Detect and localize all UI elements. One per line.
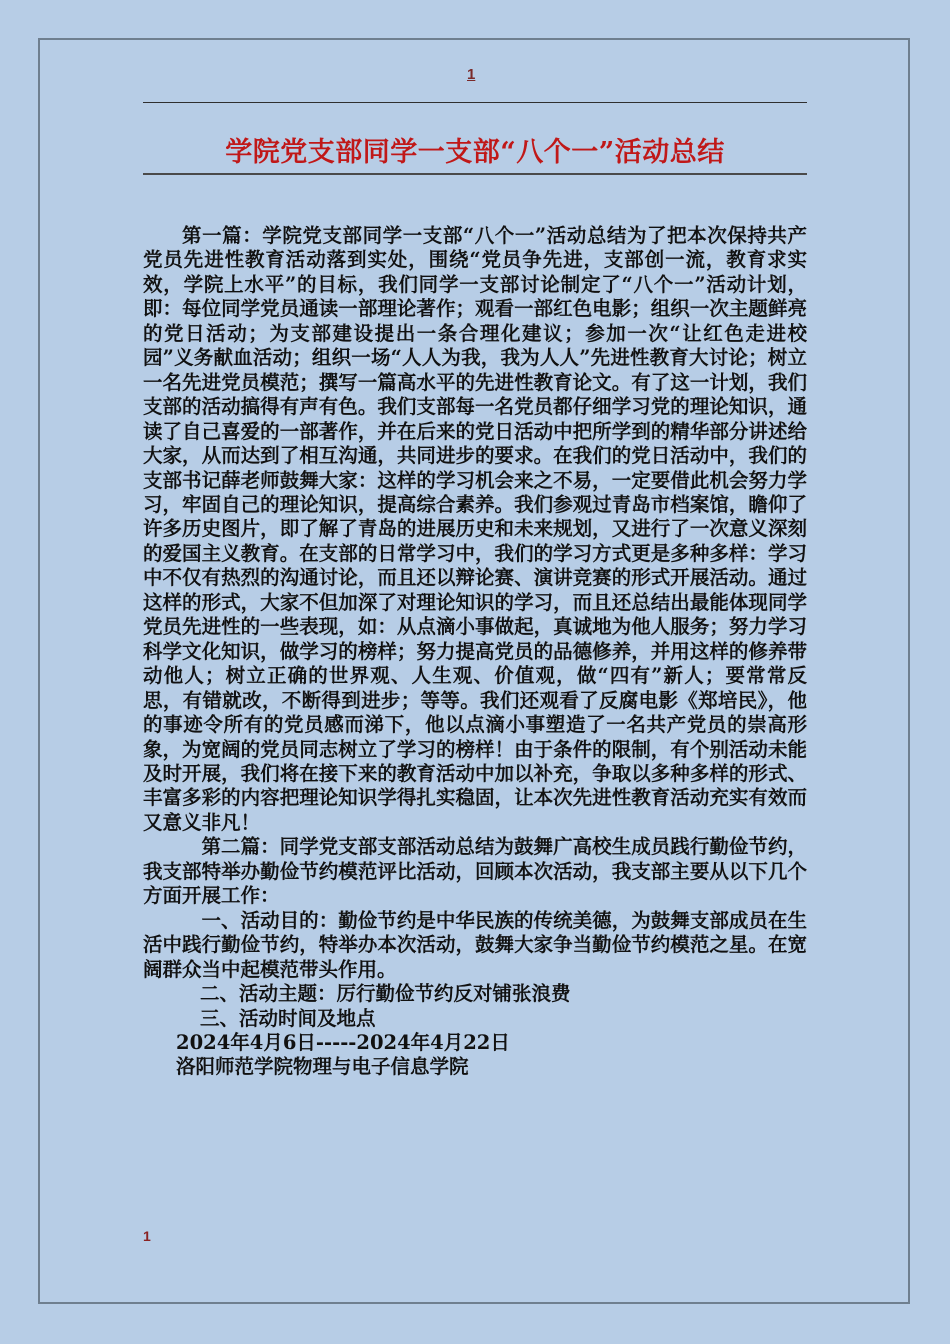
line-activity-location: 洛阳师范学院物理与电子信息学院 <box>176 1055 469 1079</box>
line-activity-theme: 二、活动主题：厉行勤俭节约反对铺张浪费 <box>200 982 571 1006</box>
paragraph-activity-purpose: 一、活动目的：勤俭节约是中华民族的传统美德，为鼓舞支部成员在生活中践行勤俭节约，特举办本次活动，鼓舞大家争当勤俭节约模范之星。在宽阔群众当中起模范带头作用。 <box>143 908 807 981</box>
paragraph-part-one: 第一篇：学院党支部同学一支部“八个一”活动总结为了把本次保持共产党员先进性教育活动落到实处，围绕“党员争先进，支部创一流，教育求实效，学院上水平”的目标，我们同学一支部讨论制定了“八个一”活动计划，即：每位同学党员通读一部理论著作；观看一部红色电影；组织一次主题鲜亮的党日活动；为支部建设提出一条合理化建议；参加一次“让红色走进校园”义务献血活动；组织一场“人人为我，我为人人”先进性教育大讨论；树立一名先进党员模范；撰写一篇高水平的先进性教育论文。有了这一计划，我们支部的活动搞得有声有色。我们支部每一名党员都仔细学习党的理论知识，通读了自己喜爱的一部著作，并在后来的党日活动中把所学到的精华部分讲述给大家，从而达到了相互沟通，共同进步的要求。在我们的党日活动中，我们的支部书记薛老师鼓舞大家：这样的学习机会来之不易，一定要借此机会努力学习，牢固自己的理论知识，提高综合素养。我们参观过青岛市档案馆，瞻仰了许多历史图片，即了解了青岛的进展历史和未来规划，又进行了一次意义深刻的爱国主义教育。在支部的日常学习中，我们的学习方式更是多种多样：学习中不仅有热烈的沟通讨论，而且还以辩论赛、演讲竞赛的形式开展活动。通过这样的形式，大家不但加深了对理论知识的学习，而且还总结出最能体现同学党员先进性的一些表现，如：从点滴小事做起，真诚地为他人服务；努力学习科学文化知识，做学习的榜样；努力提高党员的品德修养，并用这样的修养带动他人；树立正确的世界观、人生观、价值观，做“四有”新人；要常常反思，有错就改，不断得到进步；等等。我们还观看了反腐电影《郑培民》，他的事迹令所有的党员感而涕下，他以点滴小事塑造了一名共产党员的崇高形象，为宽阔的党员同志树立了学习的榜样！由于条件的限制，有个别活动未能及时开展，我们将在接下来的教育活动中加以补充，争取以多种多样的形式、丰富多彩的内容把理论知识学得扎实稳固，让本次先进性教育活动充实有效而又意义非凡！ <box>143 224 807 834</box>
document-title: 学院党支部同学一支部“八个一”活动总结 <box>225 137 725 168</box>
paragraph-part-two: 第二篇：同学党支部支部活动总结为鼓舞广高校生成员践行勤俭节约，我支部特举办勤俭节约模范评比活动，回顾本次活动，我支部主要从以下几个方面开展工作： <box>143 835 807 908</box>
line-activity-time-place: 三、活动时间及地点 <box>200 1006 376 1030</box>
document-body <box>143 224 807 1080</box>
header-divider <box>143 102 807 103</box>
title-divider <box>143 173 807 175</box>
header-page-number: 1 <box>467 66 476 83</box>
footer-page-number: 1 <box>143 1228 151 1244</box>
line-activity-dates: 2024年4月6日-----2024年4月22日 <box>176 1030 510 1054</box>
